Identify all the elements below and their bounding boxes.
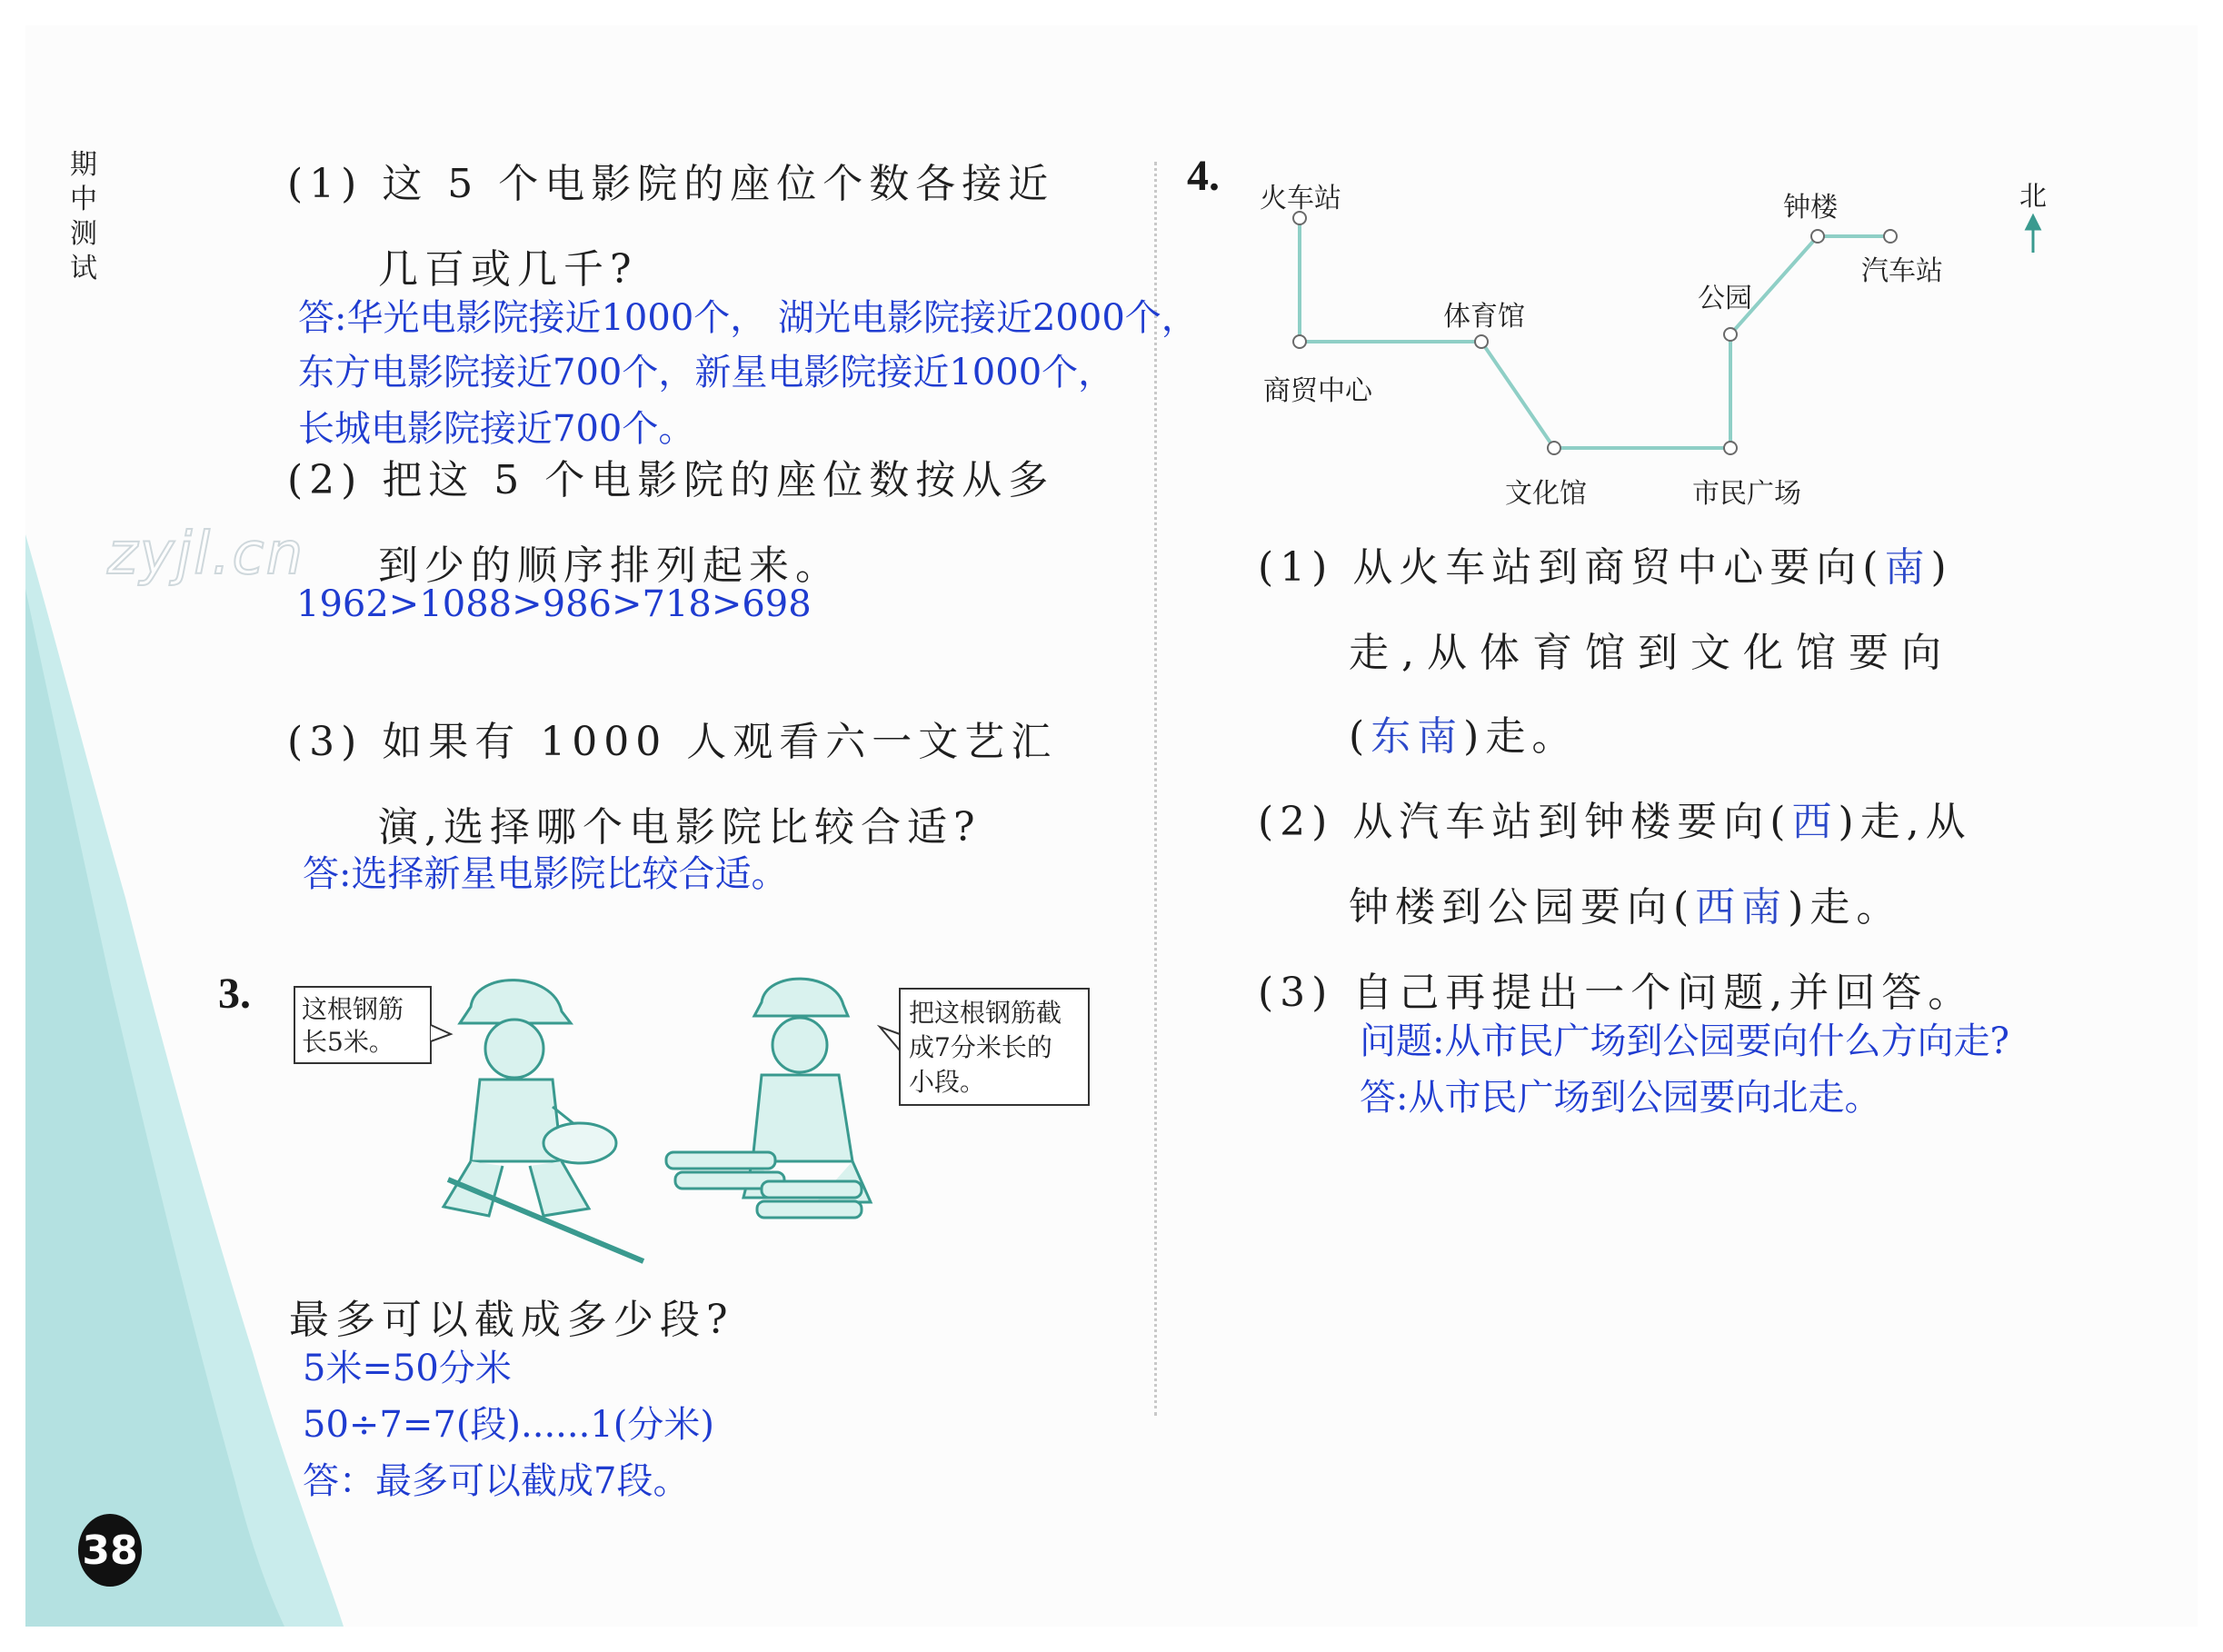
speech-bubble-right [880, 989, 1089, 1105]
q4-part2-blank2: 西南 [1695, 884, 1789, 930]
label-culture-hall: 文化馆 [1505, 478, 1587, 510]
station-dot-plaza [1724, 442, 1737, 454]
station-dot-gym [1475, 335, 1488, 348]
side-label-char: 期 [70, 149, 97, 181]
q2-part3-answer: 答:选择新星电影院比较合适。 [303, 853, 788, 895]
q4-part1-line3 [1349, 703, 1578, 761]
label-train-station: 火车站 [1260, 183, 1341, 214]
workbook-page [25, 25, 2198, 1627]
q3-answer-line: 答：最多可以截成7段。 [303, 1460, 690, 1502]
q2-part2-line1: (2) 把这 5 个电影院的座位数按从多 [287, 457, 1055, 503]
q3-question: 最多可以截成多少段? [289, 1297, 734, 1343]
q4-part1-line1 [1258, 534, 1953, 592]
side-label-char: 中 [70, 184, 97, 215]
q4-part2-line2-prefix: 钟楼到公园要向( [1349, 884, 1696, 930]
page-number-badge: 38 [78, 1514, 142, 1587]
q4-number: 4. [1187, 152, 1220, 200]
route-map [1225, 162, 2061, 525]
section-side-label [65, 148, 102, 286]
label-civic-plaza: 市民广场 [1692, 478, 1801, 510]
station-dot-bell [1811, 230, 1824, 243]
q2-part3-line1: (3) 如果有 1000 人观看六一文艺汇 [287, 719, 1058, 765]
q4-part2-line1 [1258, 789, 1972, 847]
q4-part1-prefix: (1) 从火车站到商贸中心要向( [1258, 544, 1885, 591]
bubble-right-line3: 小段。 [909, 1067, 986, 1097]
q4-part2-blank1: 西 [1791, 799, 1839, 845]
side-label-char: 测 [70, 218, 97, 250]
q2-part2-answer: 1962>1088>986>718>698 [296, 583, 812, 625]
station-dot-culture [1548, 442, 1560, 454]
label-bus-station: 汽车站 [1861, 255, 1943, 287]
q4-part2-prefix: (2) 从汽车站到钟楼要向( [1258, 799, 1792, 845]
bubble-right-line1: 把这根钢筋截 [909, 998, 1062, 1028]
q4-part1-blank2: 东南 [1371, 713, 1464, 760]
north-arrow-icon [2027, 216, 2039, 253]
q2-part3-line2: 演,选择哪个电影院比较合适? [378, 804, 982, 851]
side-label-char: 试 [70, 253, 97, 284]
q2-part1-answer-line: 长城电影院接近700个。 [298, 408, 695, 450]
q3-number: 3. [218, 970, 251, 1018]
q4-part2-mid: )走,从 [1838, 799, 1972, 845]
label-trade-center: 商贸中心 [1263, 375, 1372, 407]
speech-bubble-left [294, 987, 451, 1063]
q3-answer-line: 50÷7=7(段)......1(分米) [303, 1404, 714, 1446]
q4-part3-question: 问题:从市民广场到公园要向什么方向走? [1360, 1020, 2009, 1062]
label-bell-tower: 钟楼 [1783, 192, 1838, 224]
bubble-right-line2: 成7分米长的 [909, 1032, 1052, 1062]
q4-part2-end: )走。 [1788, 884, 1903, 930]
worker-sitting-figure [666, 979, 871, 1218]
q4-part3-line: (3) 自己再提出一个问题,并回答。 [1258, 970, 1975, 1016]
label-gymnasium: 体育馆 [1443, 301, 1525, 333]
column-divider [1154, 162, 1157, 1416]
label-north: 北 [2019, 181, 2047, 213]
q2-part1-answer-line: 答:华光电影院接近1000个， 湖光电影院接近2000个， [298, 297, 1198, 339]
q2-part1-answer-line: 东方电影院接近700个，新星电影院接近1000个， [298, 352, 1115, 393]
q4-part1-blank1: 南 [1884, 544, 1931, 591]
q2-part2-line2: 到少的顺序排列起来。 [378, 542, 842, 589]
watermark: zyjl.cn [107, 521, 305, 588]
q2-part1-line1: (1) 这 5 个电影院的座位个数各接近 [287, 161, 1055, 207]
bubble-left-line2: 长5米。 [302, 1027, 394, 1057]
route-line [1300, 218, 1890, 448]
station-dot-bus [1884, 230, 1897, 243]
station-dot-trade [1293, 335, 1306, 348]
q3-illustration [289, 970, 1098, 1279]
label-park: 公园 [1698, 283, 1752, 314]
worker-sawing-figure [444, 980, 643, 1261]
q4-part1-close: ) [1930, 544, 1953, 591]
bubble-left-line1: 这根钢筋 [302, 994, 404, 1024]
station-dot-park [1724, 328, 1737, 341]
q2-part1-line2: 几百或几千? [378, 246, 638, 293]
q4-part1-open: ( [1349, 713, 1371, 760]
q4-part2-line2 [1349, 874, 1902, 932]
q3-answer-line: 5米=50分米 [303, 1348, 512, 1389]
q4-part1-end: )走。 [1463, 713, 1579, 760]
q4-part1-line2: 走,从体育馆到文化馆要向 [1349, 630, 1954, 676]
q4-part3-answer: 答:从市民广场到公园要向北走。 [1360, 1077, 1881, 1119]
